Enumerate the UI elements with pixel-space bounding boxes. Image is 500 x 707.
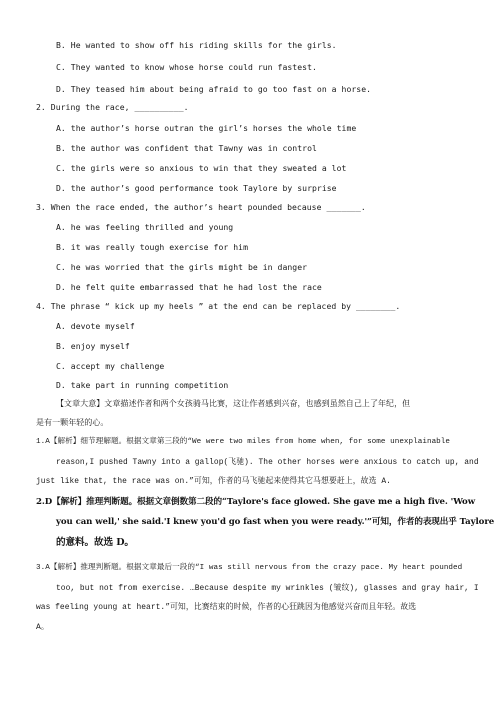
q3-stem: 3. When the race ended, the author’s heart pounded because _______. [36,202,366,212]
analysis-2-line-3: 的意料。故选 D。 [56,537,134,548]
q3-option-a: A. he was feeling thrilled and young [56,222,234,232]
analysis-3-line-4: A。 [36,623,49,632]
q4-stem: 4. The phrase “ kick up my heels ” at the end can be replaced by ________. [36,301,401,311]
q2-option-c: C. the girls were so anxious to win that they sweated a lot [56,163,347,173]
analysis-2-line-1: 2.D【解析】推理判断题。根据文章倒数第二段的“Taylore's face glowed. She gave me a high five. 'Wow [36,497,475,507]
q2-stem: 2. During the race, __________. [36,102,189,112]
analysis-3-line-1: 3.A【解析】推理判断题。根据文章最后一段的“I was still nervous from the crazy pace. My heart pounded [36,564,463,572]
analysis-2-line-2: you can well,' she said.'I knew you'd go fast when you were ready.'”可知，作者的表现出乎 Taylore [56,517,495,527]
q4-option-c: C. accept my challenge [56,361,165,371]
analysis-3-line-3: was feeling young at heart.”可知，比赛结束的时候，作者的心狂跳因为他感觉兴奋而且年轻。故选 [36,603,417,612]
summary-line-1: 【文章大意】文章描述作者和两个女孩骑马比赛，这让作者感到兴奋，也感到虽然自己上了年纪，但 [56,400,411,409]
q4-option-d: D. take part in running competition [56,380,229,390]
analysis-1-line-2: reason,I pushed Tawny into a gallop(飞驰). The other horses were anxious to catch up, and [56,458,479,467]
q1-option-d: D. They teased him about being afraid to go too fast on a horse. [56,84,372,94]
q2-option-d: D. the author’s good performance took Taylore by surprise [56,183,337,193]
q1-option-c: C. They wanted to know whose horse could run fastest. [56,62,317,72]
q2-option-b: B. the author was confident that Tawny was in control [56,143,317,153]
summary-line-2: 是有一颗年轻的心。 [36,419,109,428]
q4-option-a: A. devote myself [56,321,135,331]
q3-option-b: B. it was really tough exercise for him [56,242,248,252]
q3-option-c: C. he was worried that the girls might be in danger [56,262,308,272]
q3-option-d: D. he felt quite embarrassed that he had lost the race [56,282,322,292]
q1-option-b: B. He wanted to show off his riding skills for the girls. [56,40,337,50]
analysis-1-line-1: 1.A【解析】细节理解题。根据文章第三段的“We were two miles from home when, for some unexplainable [36,438,451,446]
q2-option-a: A. the author’s horse outran the girl’s horses the whole time [56,123,357,133]
analysis-3-line-2: too, but not from exercise. …Because despite my wrinkles (皱纹), glasses and gray hair, I [56,584,479,593]
analysis-1-line-3: just like that, the race was on.”可知，作者的马飞驰起来使得其它马想要赶上，故选 A. [36,477,391,486]
q4-option-b: B. enjoy myself [56,341,130,351]
